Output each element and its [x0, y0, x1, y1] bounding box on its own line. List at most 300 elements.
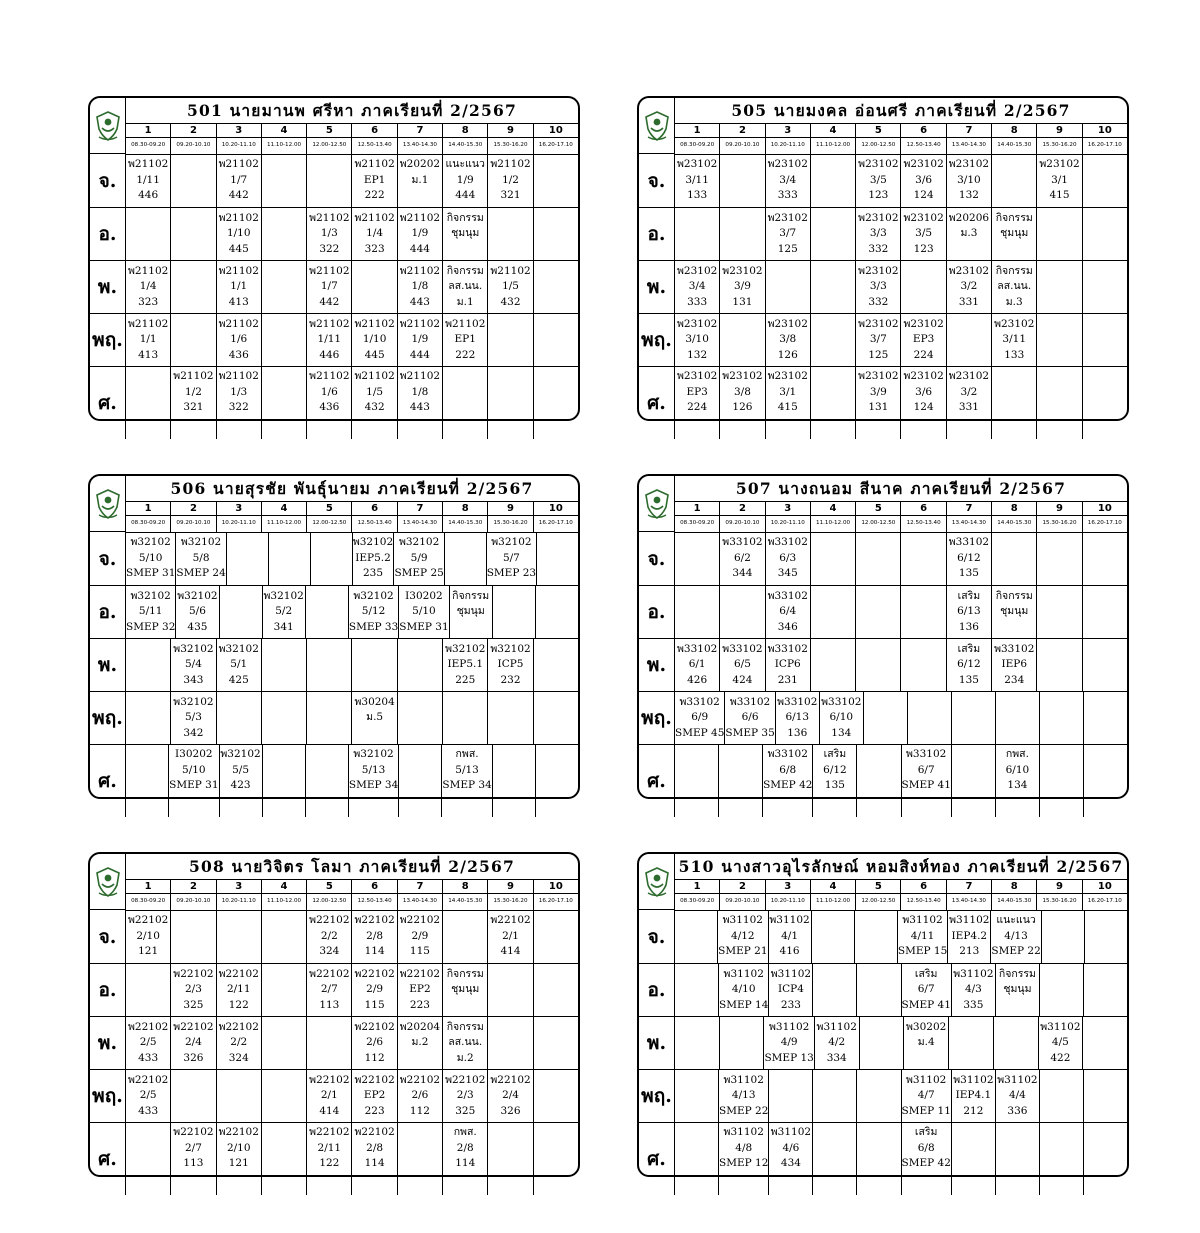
period-number: 2: [719, 124, 764, 137]
class-cell: [261, 208, 306, 260]
class-cell: [397, 1017, 442, 1069]
class-cell: [126, 1017, 170, 1069]
class-cell: [991, 314, 1036, 366]
period-time: 15.30-16.20: [1036, 893, 1081, 910]
class-cell-line: ชุมนุม: [1003, 983, 1032, 996]
class-cell-line: 5/7: [502, 551, 520, 564]
class-cell-line: พ22102: [127, 1073, 169, 1086]
class-cell: [535, 745, 578, 817]
class-cell: [168, 745, 218, 817]
class-cell-line: 2/11: [317, 1141, 342, 1154]
class-cell-line: 113: [183, 1157, 204, 1169]
class-cell: [216, 208, 261, 260]
class-cell-line: 4/8: [735, 1141, 753, 1154]
class-cell: [765, 367, 810, 439]
period-number: 9: [487, 502, 532, 515]
class-cell-line: 343: [183, 673, 204, 686]
class-cell-line: พ23102: [767, 370, 808, 382]
period-time-row: [675, 893, 1127, 911]
period-time: 11.10-12.00: [261, 515, 306, 532]
class-cell-line: พ33102: [777, 695, 818, 708]
day-row: [126, 1016, 578, 1069]
class-cell-line: 436: [319, 401, 340, 413]
class-cell-line: พ21102: [127, 264, 169, 277]
class-cell-line: 3/2: [960, 385, 978, 398]
class-cell: [126, 1070, 170, 1122]
class-cell: [487, 154, 532, 207]
class-cell: [1036, 532, 1081, 585]
class-cell: [126, 314, 170, 366]
class-cell-line: 1/7: [320, 280, 338, 293]
class-cell-line: [418, 1051, 421, 1067]
class-cell-line: EP3: [912, 333, 935, 346]
day-row: [126, 260, 578, 313]
class-cell-line: 341: [273, 620, 294, 633]
period-time: 12.00-12.50: [306, 515, 351, 532]
class-cell-line: พ32102: [173, 642, 214, 655]
period-time: 15.30-16.20: [487, 137, 532, 154]
class-cell: [216, 314, 261, 366]
period-time-row: [675, 137, 1127, 155]
class-cell-line: SMEP 24: [176, 567, 226, 580]
class-cell-line: พ21102: [490, 158, 531, 171]
class-cell-line: ม.4: [917, 1036, 935, 1049]
class-cell-line: 133: [687, 189, 708, 202]
class-cell: [768, 910, 811, 963]
class-cell-line: 1/6: [320, 385, 338, 398]
class-cell-line: พ31102: [816, 1020, 857, 1033]
class-cell-line: SMEP 13: [764, 1051, 814, 1064]
class-cell: [1036, 639, 1081, 691]
class-cell-line: 2/8: [366, 1141, 384, 1154]
period-number: 9: [487, 880, 532, 893]
class-cell-line: ลส.นน.: [448, 280, 483, 293]
class-cell: [901, 1070, 951, 1122]
period-number: 8: [991, 502, 1036, 515]
class-cell-line: 321: [183, 401, 204, 413]
period-time: 11.10-12.00: [261, 893, 306, 910]
class-cell-line: SMEP 12: [719, 1157, 769, 1169]
class-cell: [907, 692, 951, 744]
class-cell-line: 433: [138, 1051, 159, 1064]
class-cell-line: 432: [364, 401, 385, 413]
class-cell-line: 3/3: [869, 227, 887, 240]
class-cell-line: 2/3: [184, 983, 202, 996]
class-cell: [487, 261, 532, 313]
class-cell: [397, 1070, 442, 1122]
class-cell: [442, 208, 487, 260]
class-cell: [216, 639, 261, 691]
class-cell-line: SMEP 33: [348, 620, 399, 633]
class-cell-line: 323: [138, 295, 159, 308]
class-cell: [533, 154, 578, 207]
timetable-card: [88, 96, 580, 421]
class-cell: [900, 367, 945, 439]
class-cell: [765, 261, 810, 313]
class-cell-line: 5/13: [455, 763, 479, 776]
class-cell: [170, 1123, 215, 1195]
class-cell: [719, 532, 764, 585]
class-cell-line: 321: [500, 189, 521, 202]
class-cell-line: ชุมนุม: [1000, 227, 1029, 240]
class-cell: [946, 261, 991, 313]
period-number: 10: [533, 502, 578, 515]
class-cell-line: 2/9: [366, 983, 384, 996]
class-cell: [533, 1070, 578, 1122]
class-cell: [492, 586, 535, 638]
period-time: 10.20-11.10: [216, 137, 261, 154]
class-cell-line: 1/3: [230, 385, 248, 398]
period-time-row: [126, 515, 578, 533]
class-cell-line: 325: [183, 998, 204, 1011]
class-cell: [810, 261, 855, 313]
class-cell: [216, 692, 261, 744]
class-cell-line: 5/3: [184, 711, 202, 724]
class-cell-line: 332: [868, 295, 889, 308]
period-time: 11.10-12.00: [810, 893, 855, 910]
class-cell: [856, 1070, 900, 1122]
day-label: พ.: [90, 260, 126, 313]
class-cell: [1082, 208, 1127, 260]
class-cell-line: SMEP 31: [169, 779, 219, 791]
class-cell-line: 415: [777, 401, 798, 413]
class-cell: [719, 639, 764, 691]
class-cell: [1039, 1123, 1083, 1195]
class-cell: [268, 532, 310, 585]
day-row: [126, 532, 578, 585]
class-cell-line: พ32102: [490, 642, 531, 655]
class-cell: [170, 1017, 215, 1069]
class-cell-line: 322: [319, 242, 340, 255]
day-row: [675, 1122, 1127, 1195]
class-cell: [305, 586, 348, 638]
class-cell: [397, 261, 442, 313]
class-cell-line: 5/8: [192, 551, 210, 564]
class-cell-line: กิจกรรม: [995, 264, 1033, 277]
class-cell: [397, 1123, 442, 1195]
class-cell-line: 135: [958, 567, 979, 580]
day-label: พ.: [90, 638, 126, 691]
class-cell-line: [464, 242, 467, 258]
period-number: 5: [306, 124, 351, 137]
period-time: 08.30-09.20: [131, 142, 166, 148]
class-cell-line: พ32102: [130, 536, 171, 549]
class-cell: [1036, 208, 1081, 260]
class-cell: [675, 1070, 718, 1122]
period-time: 16.20-17.10: [1082, 893, 1127, 910]
class-cell: [261, 367, 306, 439]
class-cell-line: EP3: [686, 385, 708, 398]
class-cell: [310, 532, 352, 585]
class-cell: [306, 692, 351, 744]
class-cell: [397, 154, 442, 207]
period-time: 09.20-10.10: [170, 137, 215, 154]
class-cell-line: พ33102: [767, 536, 808, 549]
class-cell-line: พ32102: [173, 695, 214, 708]
class-cell-line: 223: [409, 998, 430, 1011]
school-logo-icon: [90, 854, 126, 910]
period-time: 16.20-17.10: [533, 137, 578, 154]
class-cell-line: พ23102: [676, 370, 718, 382]
class-cell: [675, 314, 719, 366]
class-cell: [261, 1123, 306, 1195]
class-cell: [261, 692, 306, 744]
class-cell-line: 2/8: [366, 929, 384, 942]
class-cell: [810, 314, 855, 366]
period-time: 15.30-16.20: [487, 515, 532, 532]
class-cell: [903, 1017, 948, 1069]
class-cell: [442, 314, 487, 366]
day-label: ศ.: [639, 744, 675, 817]
class-cell-line: 212: [963, 1104, 984, 1117]
class-cell-line: แนะแนว: [996, 914, 1036, 927]
day-label: ศ.: [90, 1122, 126, 1195]
class-cell-line: พ22102: [173, 967, 214, 980]
class-cell-line: พ30204: [354, 695, 395, 708]
class-cell: [126, 692, 170, 744]
period-number: 1: [693, 503, 701, 514]
period-time: 15.30-16.20: [487, 893, 532, 910]
class-cell-line: พ31102: [902, 914, 943, 927]
class-cell-line: กิจกรรม: [446, 1020, 484, 1033]
class-cell-line: พ21102: [354, 158, 395, 171]
class-cell-line: พ21102: [309, 264, 350, 277]
day-label: พฤ.: [639, 1069, 675, 1122]
day-row: [675, 207, 1127, 260]
period-time: 11.10-12.00: [261, 137, 306, 154]
class-cell-line: พ21102: [309, 211, 350, 224]
class-cell-line: 6/12: [823, 763, 847, 776]
class-cell-line: 2/8: [456, 1141, 474, 1154]
period-number: 1: [144, 503, 152, 514]
class-cell: [536, 532, 578, 585]
class-cell-line: พ21102: [218, 211, 259, 224]
class-cell-line: กิจกรรม: [446, 264, 484, 277]
class-cell-line: 413: [138, 348, 159, 361]
class-cell: [991, 154, 1036, 207]
period-time: 12.50-13.40: [900, 893, 945, 910]
class-cell-line: พ23102: [948, 370, 990, 382]
class-cell-line: ม.1: [411, 173, 429, 186]
day-row: [675, 1069, 1127, 1122]
period-number: 10: [1082, 880, 1127, 893]
class-cell-line: พ22102: [399, 914, 441, 927]
class-cell-line: กิจกรรม: [998, 967, 1036, 980]
class-cell: [993, 1017, 1038, 1069]
class-cell-line: 323: [364, 242, 385, 255]
period-number: 7: [397, 124, 442, 137]
class-cell-line: 3/1: [779, 385, 797, 398]
class-cell-line: 5/6: [188, 605, 206, 618]
class-cell-line: 3/10: [685, 333, 709, 346]
class-cell-line: พ23102: [676, 317, 718, 330]
class-cell: [351, 639, 396, 691]
class-cell: [1036, 367, 1081, 439]
class-cell-line: 2/5: [139, 1036, 157, 1049]
class-cell-line: 234: [1004, 673, 1025, 686]
class-cell-line: พ23102: [676, 158, 718, 171]
class-cell-line: พ23102: [858, 264, 899, 277]
class-cell-line: 443: [409, 401, 430, 413]
period-number: 8: [442, 502, 487, 515]
class-cell-line: 332: [868, 242, 889, 255]
class-cell-line: 4/5: [1051, 1036, 1069, 1049]
class-cell: [261, 261, 306, 313]
class-cell-line: 222: [364, 189, 385, 202]
period-number: 1: [693, 125, 701, 136]
class-cell-line: IEP4.1: [955, 1089, 992, 1102]
class-cell: [675, 532, 719, 585]
class-cell-line: SMEP 32: [126, 620, 176, 633]
class-cell: [819, 692, 863, 744]
class-cell-line: 342: [183, 726, 204, 739]
class-cell-line: พ23102: [767, 317, 808, 330]
period-number: 6: [351, 880, 396, 893]
class-cell-line: พ21102: [399, 317, 441, 330]
period-time: 13.40-14.30: [397, 893, 442, 910]
class-cell-line: 5/9: [410, 551, 428, 564]
period-time: 12.00-12.50: [855, 137, 900, 154]
class-cell: [812, 1070, 856, 1122]
period-number: 5: [855, 880, 900, 893]
class-cell-line: 434: [780, 1157, 801, 1169]
class-cell-line: พ32102: [398, 536, 440, 549]
class-cell: [261, 1017, 306, 1069]
class-cell-line: I30202: [405, 589, 443, 602]
period-number: 9: [1036, 124, 1081, 137]
class-cell-line: 324: [228, 1051, 249, 1064]
class-cell-line: SMEP 14: [719, 998, 769, 1011]
class-cell-line: พ23102: [903, 211, 944, 224]
class-cell-line: พ21102: [127, 158, 169, 171]
class-cell-line: พ31102: [770, 967, 812, 980]
class-cell: [1082, 639, 1127, 691]
class-cell-line: 336: [1007, 1104, 1028, 1117]
class-cell-line: 134: [1007, 779, 1028, 791]
class-cell-line: พ33102: [906, 748, 947, 760]
class-cell-line: 5/5: [232, 763, 250, 776]
class-cell-line: 2/4: [502, 1089, 519, 1102]
class-cell: [487, 367, 532, 439]
class-cell: [397, 208, 442, 260]
class-cell-line: พ21102: [354, 317, 395, 330]
class-cell: [533, 639, 578, 691]
class-cell: [351, 208, 396, 260]
class-cell: [261, 910, 306, 963]
class-cell: [216, 964, 261, 1016]
class-cell-line: พ32102: [218, 642, 259, 655]
class-cell-line: ม.2: [456, 1051, 474, 1064]
timetable-card: [88, 852, 580, 1177]
class-cell-line: พ33102: [948, 536, 990, 549]
class-cell-line: 444: [409, 242, 430, 255]
class-cell-line: 115: [364, 998, 385, 1011]
class-cell: [719, 208, 764, 260]
day-label: ศ.: [90, 744, 126, 817]
class-cell-line: พ21102: [309, 370, 350, 382]
class-cell-line: 233: [780, 998, 801, 1011]
class-cell-line: 4/7: [917, 1089, 935, 1102]
class-cell-line: 446: [319, 348, 340, 361]
period-number: 4: [261, 880, 306, 893]
period-number: 4: [810, 502, 855, 515]
class-cell: [216, 261, 261, 313]
class-cell: [946, 586, 991, 638]
class-cell: [946, 532, 991, 585]
class-cell-line: 6/13: [785, 711, 810, 724]
class-cell: [306, 208, 351, 260]
class-cell-line: 2/2: [230, 1036, 248, 1049]
class-cell-line: EP1: [454, 333, 476, 346]
period-number: 5: [855, 124, 900, 137]
card-title: 501 นายมานพ ศรีหา ภาคเรียนที่ 2/2567: [126, 98, 578, 124]
class-cell-line: กิจกรรม: [446, 967, 484, 980]
class-cell-line: 4/13: [1004, 929, 1028, 942]
class-cell-line: พ31102: [769, 914, 810, 927]
class-cell: [1041, 910, 1084, 963]
class-cell-line: พ31102: [723, 1073, 764, 1086]
class-cell: [675, 910, 717, 963]
class-cell: [533, 314, 578, 366]
class-cell-line: พ23102: [858, 317, 899, 330]
period-time: 16.20-17.10: [1082, 137, 1127, 154]
class-cell-line: 2/7: [320, 983, 338, 996]
class-cell: [533, 692, 578, 744]
class-cell: [995, 745, 1039, 817]
class-cell-line: 422: [1050, 1051, 1071, 1064]
class-cell: [719, 261, 764, 313]
class-cell: [1039, 1070, 1083, 1122]
period-number-row: [126, 880, 578, 894]
period-time: 08.30-09.20: [131, 520, 166, 526]
class-cell-line: 442: [228, 189, 249, 202]
class-cell: [351, 1070, 396, 1122]
period-number: 1: [144, 125, 152, 136]
class-cell-line: 3/11: [1002, 333, 1027, 346]
class-cell-line: 4/6: [782, 1141, 800, 1154]
period-number: 6: [900, 502, 945, 515]
class-cell: [533, 964, 578, 1016]
day-row: [675, 691, 1127, 744]
class-cell-line: พ22102: [218, 967, 259, 980]
class-cell: [719, 154, 764, 207]
class-cell: [718, 1070, 768, 1122]
class-cell-line: 1/7: [230, 173, 248, 186]
class-cell: [126, 1123, 170, 1195]
class-cell-line: [373, 726, 376, 742]
class-cell-line: 231: [777, 673, 798, 686]
class-cell-line: 113: [319, 998, 340, 1011]
period-time: 13.40-14.30: [946, 893, 991, 910]
class-cell-line: 3/8: [733, 385, 751, 398]
class-cell-line: 3/8: [779, 333, 797, 346]
class-cell-line: พ23102: [767, 211, 808, 224]
period-number: 6: [900, 880, 945, 893]
class-cell: [397, 367, 442, 439]
day-row: [126, 207, 578, 260]
class-cell-line: พ23102: [994, 317, 1035, 330]
class-cell: [855, 639, 900, 691]
class-cell-line: กพส.: [455, 748, 479, 760]
class-cell-line: 114: [364, 945, 385, 958]
period-time: 11.10-12.00: [810, 515, 855, 532]
class-cell-line: พ21102: [399, 264, 441, 277]
class-cell-line: 1/9: [411, 333, 429, 346]
class-cell-line: พ33102: [722, 642, 763, 655]
class-cell: [719, 367, 764, 439]
class-cell: [170, 314, 215, 366]
class-cell: [1039, 692, 1083, 744]
